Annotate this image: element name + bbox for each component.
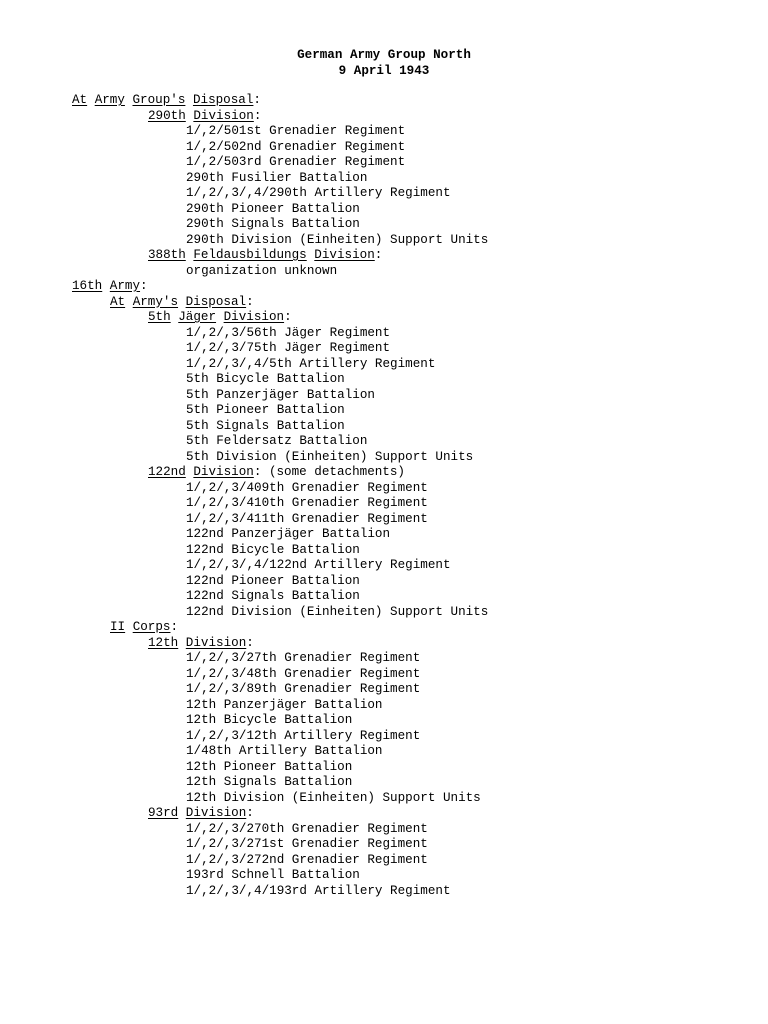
underlined-term: Division (223, 310, 285, 324)
line-text: 1/,2/,3/48th Grenadier Regiment (186, 666, 421, 681)
line-text: 1/,2/,3/89th Grenadier Regiment (186, 682, 421, 696)
line-text (102, 279, 110, 293)
underlined-term: 388th (148, 248, 186, 262)
unit-entry (186, 574, 360, 590)
unit-entry (186, 558, 451, 574)
unit-entry (186, 884, 451, 900)
line-text: 1/,2/502nd Grenadier Regiment (186, 139, 406, 154)
unit-entry (186, 512, 428, 528)
line-text: 5th Bicycle Battalion (186, 372, 345, 386)
formation-heading (148, 465, 405, 481)
line-text: : (253, 108, 262, 123)
unit-entry (186, 698, 383, 714)
line-text: 1/,2/,3/75th Jäger Regiment (186, 341, 391, 355)
unit-entry (186, 527, 390, 543)
unit-entry (186, 341, 390, 357)
underlined-term: Disposal (185, 294, 247, 309)
line-text: : (246, 635, 254, 650)
unit-entry (186, 124, 405, 140)
line-text: 12th Pioneer Battalion (186, 759, 353, 774)
underlined-term: 122nd (148, 465, 186, 479)
line-text: 1/,2/503rd Grenadier Regiment (186, 155, 406, 169)
unit-entry (186, 217, 360, 233)
line-text: 1/,2/,3/410th Grenadier Regiment (186, 496, 428, 510)
line-text: 122nd Panzerjäger Battalion (186, 527, 391, 541)
line-text: 1/,2/,3/272nd Grenadier Regiment (186, 852, 428, 867)
line-text: : (some detachments) (253, 465, 405, 479)
line-text: : (374, 248, 383, 262)
unit-entry (186, 140, 405, 156)
line-text: : (246, 806, 254, 820)
line-text (178, 295, 186, 309)
underlined-term: 16th (72, 279, 103, 293)
formation-heading (148, 310, 292, 326)
line-text: 1/,2/,3/270th Grenadier Regiment (186, 821, 428, 836)
unit-entry (186, 202, 360, 218)
unit-entry (186, 186, 451, 202)
line-text: : (253, 93, 261, 107)
line-text: 1/,2/,3/12th Artillery Regiment (186, 728, 421, 743)
line-text (185, 93, 193, 107)
title-line-2: 9 April 1943 (338, 64, 430, 78)
line-text: : (284, 310, 292, 324)
formation-heading (148, 636, 254, 652)
underlined-term: At (110, 294, 126, 309)
unit-entry (186, 667, 420, 683)
underlined-term: Division (193, 465, 254, 479)
underlined-term: Division (314, 248, 375, 262)
line-text: 290th Fusilier Battalion (186, 170, 368, 185)
underlined-term: Division (185, 806, 247, 820)
unit-entry (186, 326, 390, 342)
underlined-term: Army (109, 279, 141, 293)
line-text: 1/,2/,3/,4/122nd Artillery Regiment (186, 558, 451, 572)
underlined-term: Corps (132, 620, 171, 634)
line-text: : (140, 279, 148, 293)
formation-heading (110, 295, 254, 311)
line-text: 12th Bicycle Battalion (186, 713, 353, 727)
underlined-term: At (72, 93, 88, 107)
unit-entry (186, 775, 352, 791)
line-text: 1/,2/,3/271st Grenadier Regiment (186, 837, 428, 851)
underlined-term: Army's (132, 294, 179, 309)
formation-heading (148, 109, 261, 125)
line-text: 1/,2/,3/,4/193rd Artillery Regiment (186, 883, 451, 898)
unit-entry (186, 822, 428, 838)
unit-entry (186, 791, 481, 807)
unit-entry (186, 853, 428, 869)
unit-entry (186, 744, 383, 760)
unit-entry (186, 651, 420, 667)
unit-entry (186, 357, 435, 373)
line-text: 122nd Division (Einheiten) Support Units (186, 604, 489, 619)
line-text: 193rd Schnell Battalion (186, 868, 360, 882)
unit-entry (186, 837, 428, 853)
unit-entry (186, 543, 360, 559)
unit-entry (186, 760, 352, 776)
formation-heading (148, 248, 382, 264)
underlined-term: 12th (148, 635, 179, 650)
line-text: 12th Panzerjäger Battalion (186, 697, 383, 712)
line-text (87, 93, 95, 107)
formation-heading (72, 279, 148, 295)
unit-entry (186, 233, 488, 249)
line-text: 290th Signals Battalion (186, 217, 360, 231)
formation-heading (72, 93, 261, 109)
underlined-term: Group's (132, 93, 186, 107)
line-text (178, 636, 186, 650)
unit-entry (186, 481, 428, 497)
unit-entry (186, 372, 345, 388)
line-text (125, 295, 133, 309)
unit-entry (186, 171, 367, 187)
unit-entry (186, 450, 473, 466)
line-text: 1/,2/,3/,4/290th Artillery Regiment (186, 186, 451, 200)
line-text: 1/,2/,3/409th Grenadier Regiment (186, 480, 428, 495)
unit-entry (186, 605, 488, 621)
formation-heading (148, 806, 254, 822)
formation-heading (110, 620, 178, 636)
underlined-term: Division (193, 108, 254, 123)
line-text: 290th Pioneer Battalion (186, 201, 360, 216)
unit-entry (186, 388, 375, 404)
line-text: 5th Feldersatz Battalion (186, 434, 368, 448)
underlined-term: Army (94, 93, 125, 107)
line-text: 290th Division (Einheiten) Support Units (186, 232, 489, 247)
line-text (178, 806, 186, 820)
line-text: 12th Division (Einheiten) Support Units (186, 790, 481, 805)
unit-entry (186, 868, 360, 884)
unit-entry (186, 589, 360, 605)
line-text (216, 310, 224, 324)
underlined-term: II (110, 620, 126, 634)
underlined-term: Disposal (192, 93, 254, 107)
unit-entry (186, 155, 405, 171)
line-text: : (246, 294, 254, 309)
unit-entry (186, 403, 345, 419)
line-text: 1/,2/,3/56th Jäger Regiment (186, 325, 391, 340)
line-text: organization unknown (186, 263, 338, 278)
line-text: 12th Signals Battalion (186, 775, 353, 789)
underlined-term: 93rd (148, 806, 179, 820)
document-title (0, 47, 768, 79)
line-text: 122nd Signals Battalion (186, 589, 360, 603)
line-text: 5th Division (Einheiten) Support Units (186, 449, 474, 464)
unit-entry (186, 713, 352, 729)
title-line-1: German Army Group North (297, 48, 471, 62)
underlined-term: Division (185, 635, 247, 650)
line-text: 1/,2/,3/27th Grenadier Regiment (186, 651, 421, 665)
unit-entry (186, 729, 420, 745)
line-text: 1/,2/,3/,4/5th Artillery Regiment (186, 356, 436, 371)
unit-entry (186, 434, 367, 450)
unit-entry (186, 264, 337, 280)
underlined-term: Feldausbildungs (193, 248, 307, 262)
line-text: 122nd Pioneer Battalion (186, 573, 360, 588)
line-text: 1/,2/,3/411th Grenadier Regiment (186, 511, 428, 526)
line-text (125, 620, 133, 634)
line-text: 5th Pioneer Battalion (186, 403, 345, 417)
unit-entry (186, 682, 420, 698)
line-text: : (170, 620, 179, 634)
underlined-term: Jäger (178, 310, 217, 324)
line-text: 1/,2/501st Grenadier Regiment (186, 124, 406, 138)
underlined-term: 290th (148, 108, 186, 123)
unit-entry (186, 496, 428, 512)
underlined-term: 5th (148, 310, 171, 324)
line-text: 122nd Bicycle Battalion (186, 542, 360, 557)
line-text: 1/48th Artillery Battalion (186, 744, 383, 758)
unit-entry (186, 419, 345, 435)
line-text: 5th Panzerjäger Battalion (186, 387, 375, 402)
line-text: 5th Signals Battalion (186, 418, 345, 433)
